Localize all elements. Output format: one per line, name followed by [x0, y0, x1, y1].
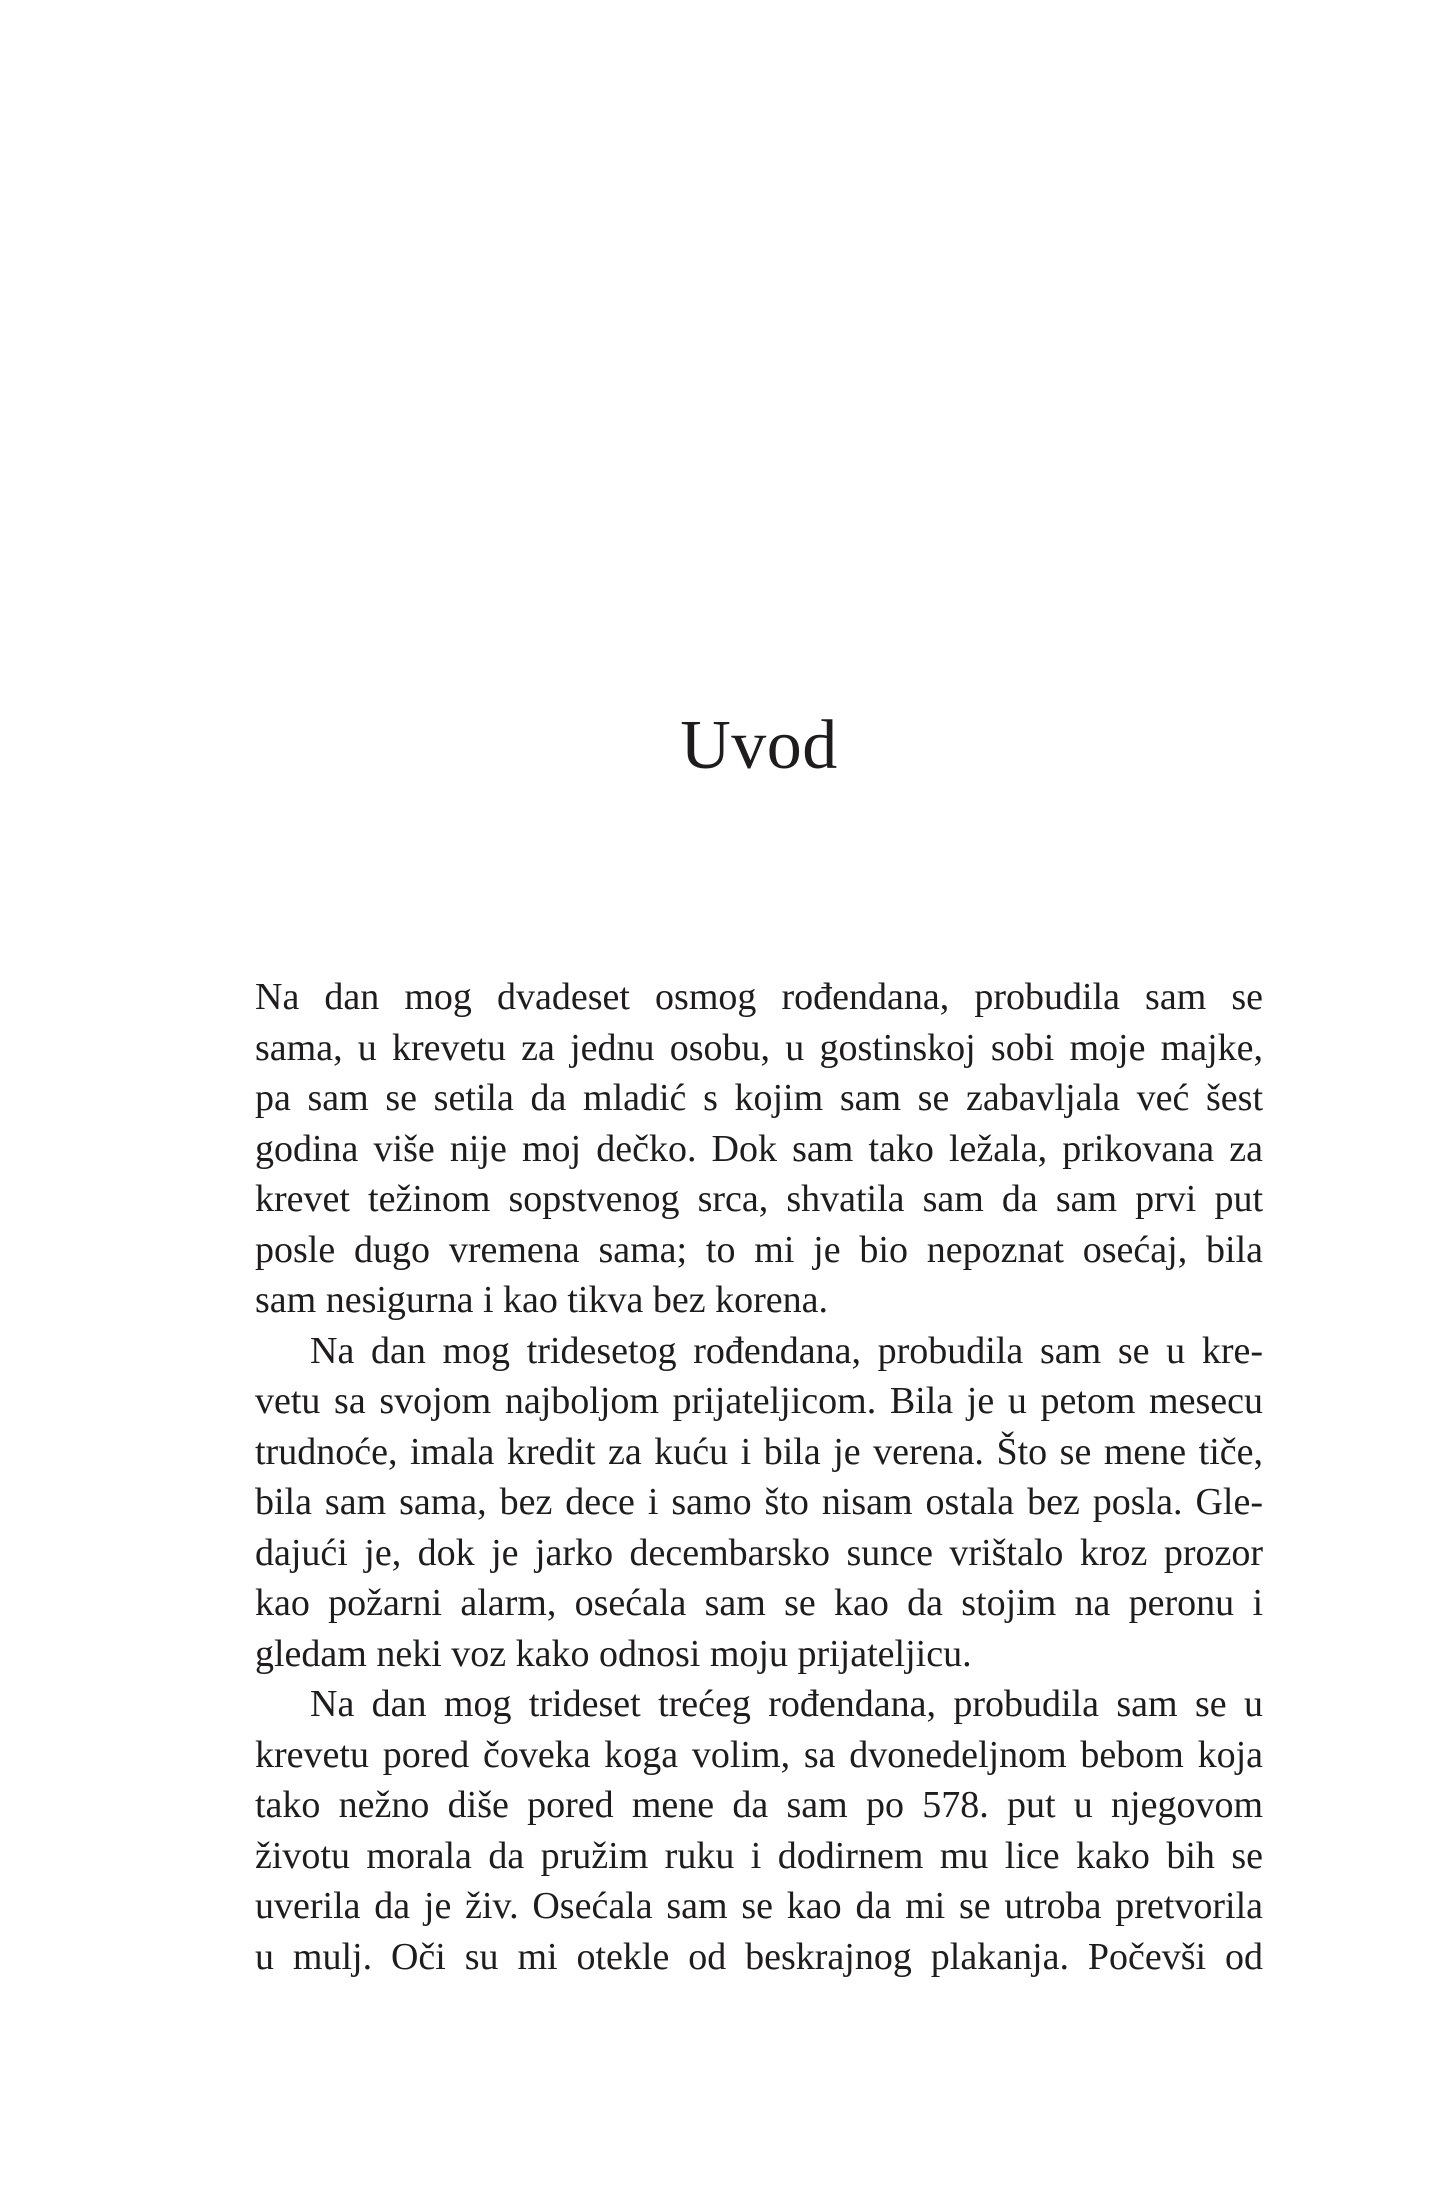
text-line: uverila da je živ. Osećala sam se kao da mi se utroba pretvorila [255, 1885, 1263, 1927]
text-line: godina više nije moj dečko. Dok sam tako ležala, prikovana za [255, 1127, 1263, 1170]
text-line: životu morala da pružim ruku i dodirnem mu lice kako bih se [255, 1834, 1263, 1877]
text-line: posle dugo vremena sama; to mi je bio nepoznat osećaj, bila [255, 1228, 1263, 1271]
text-line: dajući je, dok je jarko decembarsko sunce vrištalo kroz prozor [255, 1531, 1263, 1574]
text-line: kao požarni alarm, osećala sam se kao da stojim na peronu i [255, 1582, 1263, 1624]
text-line: tako nežno diše pored mene da sam po 578. put u njegovom [255, 1784, 1263, 1826]
text-line: trudnoće, imala kredit za kuću i bila je verena. Što se mene tiče, [255, 1430, 1263, 1473]
text-line: sam nesigurna i kao tikva bez korena. [255, 1279, 828, 1321]
body-text [255, 972, 1263, 1982]
text-line: bila sam sama, bez dece i samo što nisam ostala bez posla. Gle- [255, 1481, 1263, 1523]
text-line: gledam neki voz kako odnosi moju prijateljicu. [255, 1632, 972, 1675]
text-line: krevet težinom sopstvenog srca, shvatila sam da sam prvi put [255, 1178, 1263, 1220]
text-line: Na dan mog dvadeset osmog rođendana, probudila sam se [255, 976, 1263, 1018]
text-line: Na dan mog trideset trećeg rođendana, probudila sam se u [310, 1683, 1263, 1725]
text-line: krevetu pored čoveka koga volim, sa dvonedeljnom bebom koja [255, 1733, 1263, 1776]
text-line: vetu sa svojom najboljom prijateljicom. Bila je u petom mesecu [255, 1380, 1263, 1422]
text-line: pa sam se setila da mladić s kojim sam se zabavljala već šest [255, 1077, 1263, 1119]
text-line: sama, u krevetu za jednu osobu, u gostinskoj sobi moje majke, [255, 1026, 1263, 1069]
text-line: Na dan mog tridesetog rođendana, probudila sam se u kre- [310, 1329, 1263, 1372]
chapter-title: Uvod [680, 707, 838, 784]
text-line: u mulj. Oči su mi otekle od beskrajnog plakanja. Počevši od [255, 1935, 1263, 1978]
